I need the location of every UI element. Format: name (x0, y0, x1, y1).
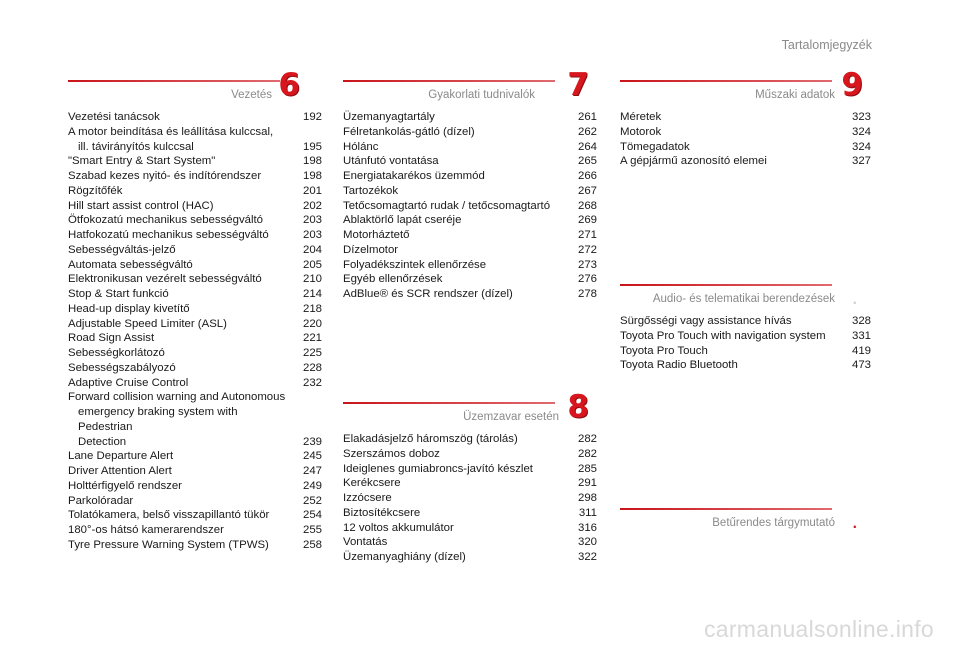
toc-entry-label-line: Adjustable Speed Limiter (ASL) (68, 317, 227, 330)
toc-entry[interactable] (343, 154, 597, 169)
toc-entry-page: 228 (302, 361, 322, 374)
toc-entry-page: 276 (577, 273, 597, 286)
toc-entry-label (68, 361, 294, 376)
toc-entry-label-line: Holttérfigyelő rendszer (68, 479, 182, 492)
toc-entry-label (620, 344, 843, 359)
toc-entry-page: 265 (577, 155, 597, 168)
toc-entry-page: 203 (302, 229, 322, 241)
toc-entry[interactable] (343, 213, 597, 228)
section-divider (343, 80, 555, 82)
toc-entry-label (68, 390, 294, 449)
toc-entry-label-line: Parkolóradar (68, 494, 134, 507)
toc-entry-page: 239 (302, 435, 322, 448)
toc-entry-label-line: Detection (78, 435, 127, 448)
toc-entry-label-line: Lane Departure Alert (68, 450, 174, 463)
toc-entry-page: 282 (577, 433, 597, 445)
toc-entry-label-line: 180°-os hátsó kamerarendszer (68, 524, 224, 536)
section-header (620, 272, 871, 312)
toc-entry-label-line: Ablaktörlő lapát cseréje (343, 214, 462, 227)
toc-entry[interactable] (620, 154, 871, 169)
toc-entry-page: 245 (302, 450, 322, 463)
section-header (68, 68, 322, 108)
toc-entry-page: 203 (302, 214, 322, 227)
toc-entry[interactable] (68, 331, 322, 346)
toc-entry-label-line: Hatfokozatú mechanikus sebességváltó (68, 229, 269, 241)
section-muszaki (620, 68, 871, 169)
toc-entry[interactable] (343, 272, 597, 287)
section-betu (620, 496, 871, 536)
toc-entry-label-line: Félretankolás-gátló (dízel) (343, 125, 475, 138)
toc-entry-label (68, 272, 294, 287)
toc-entry-label (620, 358, 843, 373)
toc-entry[interactable] (343, 462, 597, 477)
toc-entry[interactable] (68, 376, 322, 391)
toc-entry-label-line: A gépjármű azonosító elemei (620, 155, 767, 168)
toc-entry-label-line: Rögzítőfék (68, 184, 123, 197)
toc-entry-label (343, 521, 569, 536)
toc-entry-page: 255 (302, 524, 322, 536)
toc-entry-label (68, 346, 294, 361)
toc-entry-label (68, 258, 294, 273)
toc-entry-label (343, 169, 569, 184)
toc-entry-label (68, 479, 294, 494)
toc-entry[interactable] (68, 272, 322, 287)
toc-entry-label-line: Egyéb ellenőrzések (343, 273, 443, 286)
toc-list (620, 110, 871, 169)
toc-entry-label-line: Hólánc (343, 140, 379, 153)
toc-entry-label (343, 535, 569, 550)
toc-entry-page: 254 (302, 509, 322, 522)
toc-entry[interactable] (68, 361, 322, 376)
toc-entry-page: 220 (302, 317, 322, 330)
toc-entry[interactable] (620, 125, 871, 140)
section-header (343, 390, 597, 430)
toc-entry-page: 324 (851, 125, 871, 138)
toc-entry-label-line: Toyota Pro Touch (620, 344, 708, 357)
toc-entry-label (620, 140, 843, 155)
toc-entry-label (343, 184, 569, 199)
toc-entry-label-line: Road Sign Assist (68, 332, 155, 345)
toc-list (343, 432, 597, 565)
toc-entry-label (343, 550, 569, 565)
section-vezetes (68, 68, 322, 553)
toc-entry-label-line: Tyre Pressure Warning System (TPWS) (68, 538, 269, 551)
toc-list (620, 314, 871, 373)
section-header (343, 68, 597, 108)
toc-entry-label-line: Adaptive Cruise Control (68, 376, 189, 389)
toc-entry-label (68, 125, 294, 155)
section-audio (620, 272, 871, 373)
toc-entry-label-line: ill. távirányítós kulccsal (78, 140, 194, 153)
toc-entry[interactable] (343, 258, 597, 273)
toc-entry[interactable] (620, 314, 871, 329)
toc-entry-label (343, 154, 569, 169)
toc-entry-label (620, 314, 843, 329)
toc-entry[interactable] (343, 550, 597, 565)
toc-entry[interactable] (68, 494, 322, 509)
toc-entry-label (343, 447, 569, 462)
toc-entry-label-line: Izzócsere (343, 492, 392, 504)
page-title: Tartalomjegyzék (781, 38, 872, 52)
toc-entry-page: 328 (851, 315, 871, 327)
toc-entry-label (68, 287, 294, 302)
toc-entry-page: 266 (577, 170, 597, 182)
section-divider (620, 284, 832, 286)
toc-entry-page: 327 (851, 155, 871, 168)
toc-entry-page: 316 (577, 521, 597, 534)
toc-entry[interactable] (68, 110, 322, 125)
toc-entry-page: 204 (302, 243, 322, 256)
toc-entry[interactable] (620, 329, 871, 344)
toc-entry-label (343, 462, 569, 477)
section-divider (343, 402, 555, 404)
toc-entry-label-line: 12 voltos akkumulátor (343, 521, 454, 534)
toc-entry-label-line: Toyota Pro Touch with navigation system (620, 329, 826, 342)
toc-entry-label (68, 110, 294, 125)
toc-entry-label (343, 110, 569, 125)
toc-entry-page: 273 (577, 258, 597, 271)
toc-entry[interactable] (343, 169, 597, 184)
toc-entry-label-line: Sebességszabályozó (68, 361, 176, 374)
toc-entry-label (620, 329, 843, 344)
toc-entry-page: 278 (577, 288, 597, 300)
toc-entry-page: 264 (577, 140, 597, 153)
toc-entry-label-line: Folyadékszintek ellenőrzése (343, 258, 487, 271)
toc-entry-page: 291 (577, 477, 597, 490)
toc-entry-label-line: Tartozékok (343, 184, 399, 197)
toc-entry-page: 272 (577, 243, 597, 256)
toc-entry-label (68, 538, 294, 553)
toc-entry-label-line: Stop & Start funkció (68, 288, 169, 300)
toc-entry-label (343, 199, 569, 214)
toc-entry[interactable] (68, 287, 322, 302)
toc-entry[interactable] (343, 110, 597, 125)
toc-entry[interactable] (620, 140, 871, 155)
toc-entry[interactable] (343, 125, 597, 140)
section-number: . (852, 517, 857, 531)
toc-entry-page: 269 (577, 214, 597, 227)
toc-entry[interactable] (68, 199, 322, 214)
toc-entry-label (343, 258, 569, 273)
toc-entry-label (343, 287, 569, 302)
section-header (620, 68, 871, 108)
toc-entry[interactable] (343, 491, 597, 506)
section-title: Gyakorlati tudnivalók (428, 89, 535, 101)
toc-entry[interactable] (68, 346, 322, 361)
toc-entry-label (68, 199, 294, 214)
toc-entry-label-line: Tetőcsomagtartó rudak / tetőcsomagtartó (343, 199, 551, 212)
toc-entry-label-line: Üzemanyagtartály (343, 111, 435, 123)
toc-entry-page: 267 (577, 184, 597, 197)
toc-entry-page: 202 (302, 199, 322, 212)
toc-entry-label (343, 272, 569, 287)
toc-entry-label-line: Sebességkorlátozó (68, 347, 165, 359)
toc-entry-page: 218 (302, 302, 322, 315)
section-number: 6 (278, 67, 300, 103)
section-divider (620, 508, 832, 510)
toc-entry-label (343, 432, 569, 447)
toc-entry[interactable] (68, 538, 322, 553)
toc-entry[interactable] (620, 110, 871, 125)
toc-entry-page: 322 (577, 551, 597, 563)
toc-entry-label-line: Ideiglenes gumiabroncs-javító készlet (343, 462, 533, 475)
toc-entry-label (343, 243, 569, 258)
toc-entry[interactable] (68, 464, 322, 479)
toc-entry[interactable] (68, 169, 322, 184)
toc-entry-page: 285 (577, 462, 597, 475)
toc-entry-page: 419 (851, 344, 871, 357)
toc-entry[interactable] (343, 476, 597, 491)
toc-entry-label (343, 228, 569, 243)
toc-entry-label-line: Motorháztető (343, 229, 410, 241)
toc-entry-label (343, 125, 569, 140)
toc-entry[interactable] (68, 523, 322, 538)
toc-entry-label (68, 302, 294, 317)
toc-entry-label-line: Elakadásjelző háromszög (tárolás) (343, 433, 518, 445)
section-number: . (852, 293, 857, 307)
toc-entry-label (68, 243, 294, 258)
toc-entry-label-line: A motor beindítása és leállítása kulccsal, (68, 125, 274, 138)
toc-entry-label (343, 476, 569, 491)
toc-entry-label (68, 169, 294, 184)
toc-entry-label-line: Vezetési tanácsok (68, 111, 160, 123)
toc-entry-page: 201 (302, 184, 322, 197)
toc-entry-page: 232 (302, 376, 322, 389)
toc-entry-label (68, 523, 294, 538)
toc-entry[interactable] (343, 184, 597, 199)
toc-entry[interactable] (68, 125, 322, 155)
toc-entry[interactable] (68, 479, 322, 494)
toc-entry-page: 331 (851, 329, 871, 342)
toc-entry-label-line: Sebességváltás-jelző (68, 243, 176, 256)
toc-entry-label-line: Dízelmotor (343, 243, 399, 256)
toc-entry-label-line: Kerékcsere (343, 477, 401, 490)
toc-entry[interactable] (343, 432, 597, 447)
toc-entry-label-line: Sürgősségi vagy assistance hívás (620, 315, 792, 327)
section-title: Üzemzavar esetén (463, 411, 559, 423)
toc-entry[interactable] (343, 535, 597, 550)
toc-entry-page: 221 (302, 332, 322, 345)
toc-entry-label-line: Tömegadatok (620, 140, 690, 153)
section-title: Vezetés (231, 89, 272, 101)
toc-entry[interactable] (68, 508, 322, 523)
toc-entry[interactable] (68, 449, 322, 464)
toc-entry[interactable] (68, 390, 322, 449)
toc-entry-label (68, 331, 294, 346)
toc-entry-page: 320 (577, 536, 597, 549)
toc-entry-label-line: Elektronikusan vezérelt sebességváltó (68, 273, 262, 286)
section-title: Audio- és telematikai berendezések (652, 293, 835, 305)
toc-entry-label-line: Driver Attention Alert (68, 465, 172, 477)
toc-entry-label (68, 464, 294, 479)
toc-entry-label-line: Biztosítékcsere (343, 506, 421, 519)
toc-entry-label (343, 506, 569, 521)
toc-entry-page: 192 (302, 111, 322, 123)
toc-entry-page: 324 (851, 140, 871, 153)
toc-entry[interactable] (68, 258, 322, 273)
toc-entry-label-line: Tolatókamera, belső visszapillantó tükör (68, 509, 270, 522)
toc-entry-page: 282 (577, 447, 597, 460)
watermark: carmanualsonline.info (703, 616, 934, 642)
toc-entry-label-line: Motorok (620, 125, 662, 138)
section-uzemzavar (343, 390, 597, 565)
toc-entry[interactable] (68, 228, 322, 243)
toc-list (68, 110, 322, 553)
section-divider (68, 80, 280, 82)
toc-entry[interactable] (343, 287, 597, 302)
section-number: 9 (841, 67, 863, 103)
toc-entry-label-line: Energiatakarékos üzemmód (343, 170, 485, 182)
toc-entry[interactable] (620, 358, 871, 373)
toc-entry-label (68, 376, 294, 391)
toc-entry-label-line: Vontatás (343, 536, 388, 549)
section-header (620, 496, 871, 536)
toc-entry-label-line: Ötfokozatú mechanikus sebességváltó (68, 214, 264, 227)
toc-entry-label (68, 494, 294, 509)
toc-entry-label-line: "Smart Entry & Start System" (68, 155, 216, 168)
toc-entry[interactable] (343, 228, 597, 243)
toc-entry-label-line: Hill start assist control (HAC) (68, 199, 214, 212)
toc-entry-label (620, 154, 843, 169)
toc-entry-label (68, 508, 294, 523)
toc-list (343, 110, 597, 302)
toc-entry[interactable] (68, 243, 322, 258)
toc-entry-label (620, 110, 843, 125)
toc-entry[interactable] (343, 506, 597, 521)
toc-entry-page: 205 (302, 258, 322, 271)
toc-entry-page: 311 (578, 506, 597, 519)
toc-entry-label-line: Head-up display kivetítő (68, 302, 190, 315)
toc-entry-label-line: Szabad kezes nyitó- és indítórendszer (68, 170, 262, 182)
toc-entry-page: 225 (302, 347, 322, 359)
toc-entry-page: 198 (302, 170, 322, 182)
toc-entry-label (343, 491, 569, 506)
toc-entry[interactable] (620, 344, 871, 359)
toc-entry-page: 473 (851, 359, 871, 372)
toc-entry-label-line: Üzemanyaghiány (dízel) (343, 551, 466, 563)
toc-entry-page: 261 (577, 111, 597, 123)
toc-entry-page: 249 (302, 479, 322, 492)
toc-entry[interactable] (68, 154, 322, 169)
toc-entry[interactable] (68, 213, 322, 228)
toc-entry-label-line: Forward collision warning and Autonomous (68, 391, 286, 404)
toc-entry-page: 214 (302, 288, 322, 300)
toc-entry-label-line: Szerszámos doboz (343, 447, 440, 460)
toc-entry-label (68, 449, 294, 464)
toc-entry[interactable] (68, 302, 322, 317)
toc-entry-label (68, 154, 294, 169)
toc-entry-page: 195 (302, 140, 322, 153)
toc-entry-page: 262 (577, 125, 597, 138)
toc-entry-label (68, 317, 294, 332)
toc-entry-label-line: emergency braking system with Pedestrian (78, 406, 238, 433)
toc-entry[interactable] (343, 140, 597, 155)
toc-entry-label (620, 125, 843, 140)
section-number: 8 (567, 389, 589, 425)
section-divider (620, 80, 832, 82)
section-gyakorlati (343, 68, 597, 302)
toc-entry-label-line: AdBlue® és SCR rendszer (dízel) (343, 288, 513, 300)
toc-entry-page: 198 (302, 155, 322, 168)
toc-entry-label-line: Méretek (620, 111, 662, 123)
toc-entry-label (68, 184, 294, 199)
section-number: 7 (567, 67, 589, 103)
section-title: Műszaki adatok (755, 89, 835, 101)
toc-entry-label (68, 228, 294, 243)
toc-entry-page: 258 (302, 538, 322, 551)
toc-entry-label-line: Utánfutó vontatása (343, 155, 439, 168)
toc-entry[interactable] (68, 184, 322, 199)
toc-entry-label (343, 213, 569, 228)
toc-entry[interactable] (343, 521, 597, 536)
toc-entry-page: 323 (851, 111, 871, 123)
toc-entry-label (343, 140, 569, 155)
toc-entry[interactable] (343, 243, 597, 258)
toc-entry[interactable] (343, 199, 597, 214)
toc-entry-page: 298 (577, 492, 597, 504)
toc-entry-page: 247 (302, 465, 322, 477)
toc-entry[interactable] (343, 447, 597, 462)
toc-entry-label-line: Toyota Radio Bluetooth (620, 359, 738, 372)
toc-entry[interactable] (68, 317, 322, 332)
toc-entry-page: 268 (577, 199, 597, 212)
toc-entry-page: 252 (302, 494, 322, 507)
toc-entry-label-line: Automata sebességváltó (68, 258, 193, 271)
toc-entry-page: 210 (302, 273, 322, 286)
section-title: Betűrendes tárgymutató (712, 517, 835, 529)
toc-entry-label (68, 213, 294, 228)
toc-entry-page: 271 (577, 229, 597, 241)
